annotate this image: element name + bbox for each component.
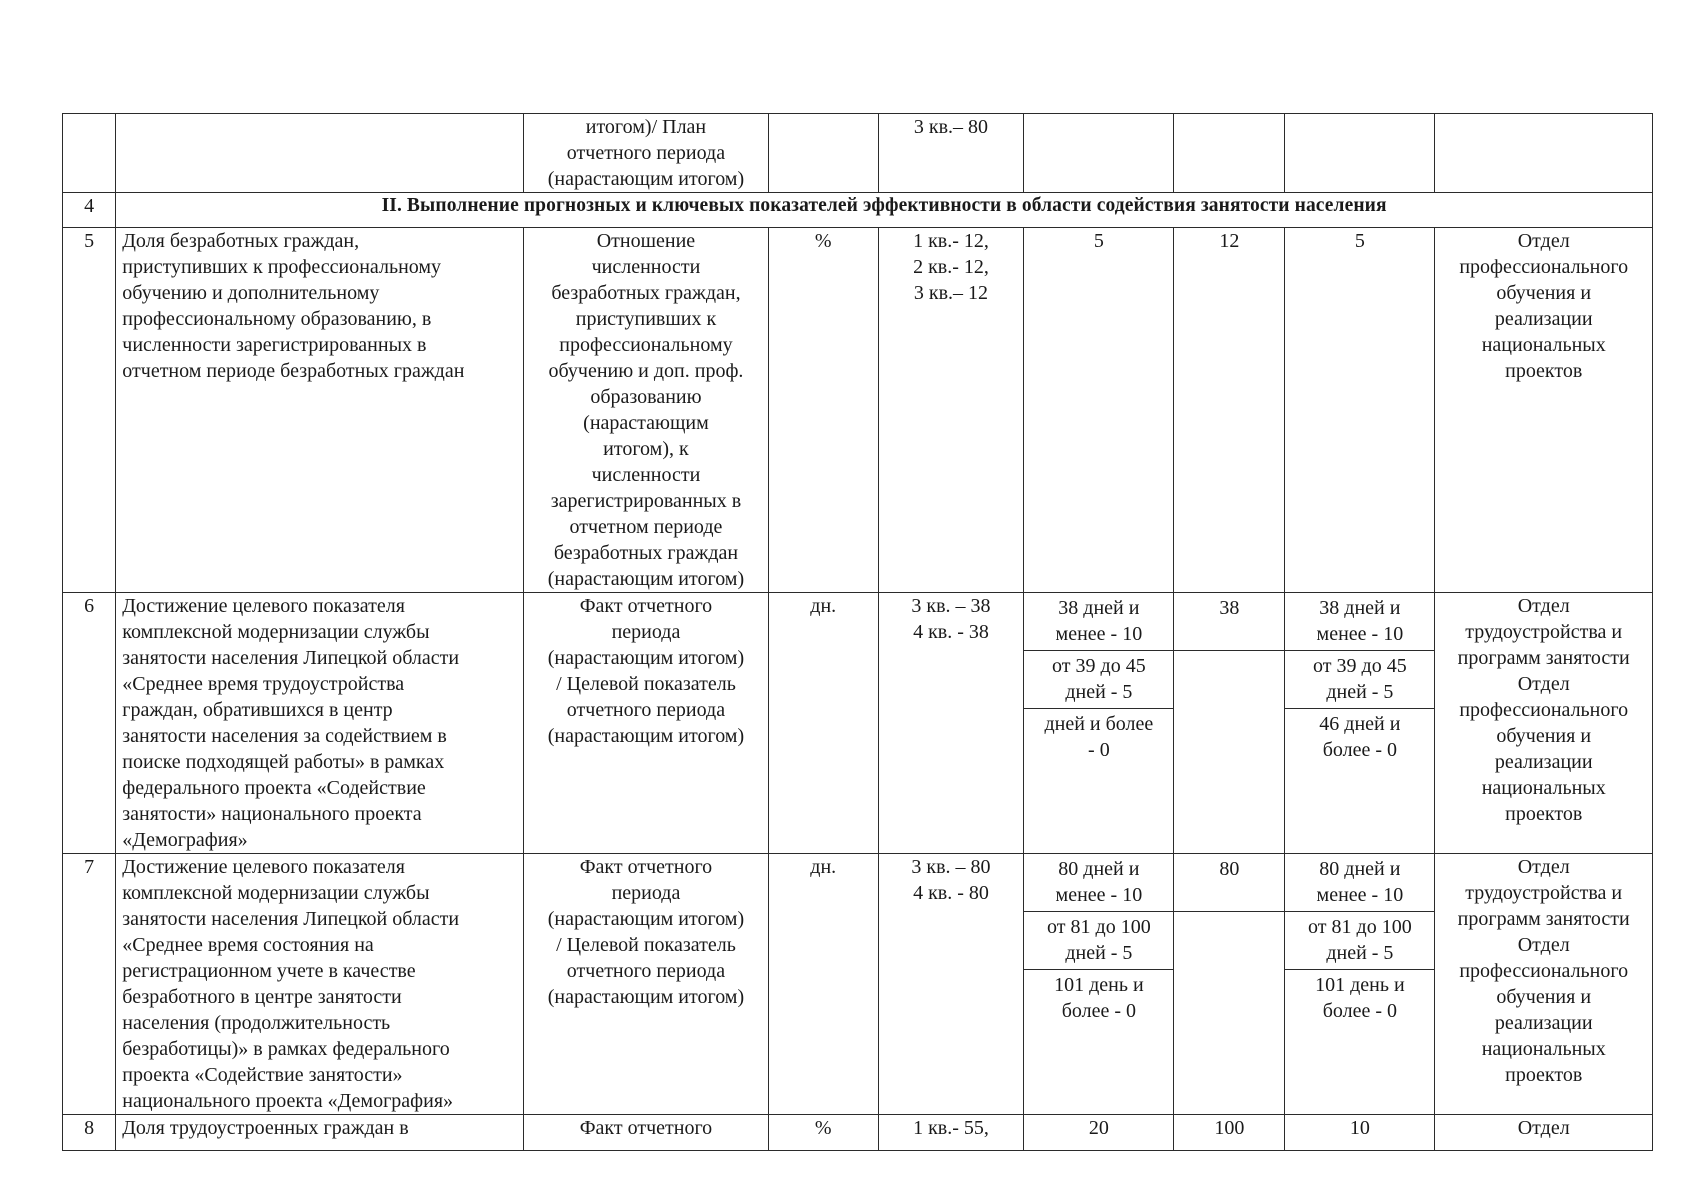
unit-cell xyxy=(768,114,878,193)
calculation-method: Факт отчетного xyxy=(524,1115,769,1151)
criteria-a: 20 xyxy=(1024,1115,1174,1151)
plan-values: 3 кв. – 38 4 кв. - 38 xyxy=(878,593,1024,854)
indicator-name: Доля трудоустроенных граждан в xyxy=(116,1115,524,1151)
weight-cell xyxy=(1174,114,1285,193)
weight-cell: 100 xyxy=(1174,1115,1285,1151)
row-number: 6 xyxy=(63,593,116,854)
indicators-table xyxy=(62,113,1653,1151)
responsible-unit: Отдел xyxy=(1435,1115,1653,1151)
criteria-b-level-1: 80 дней и менее - 10 xyxy=(1285,854,1434,912)
calculation-method: Факт отчетного периода (нарастающим итогом) / Целевой показатель отчетного периода (нарастающим итогом) xyxy=(524,854,769,1115)
unit-cell: % xyxy=(768,1115,878,1151)
row-number: 8 xyxy=(63,1115,116,1151)
criteria-a-level-3: дней и более - 0 xyxy=(1044,713,1154,761)
row-number xyxy=(63,114,116,193)
criteria-b xyxy=(1285,593,1435,854)
table-row-8 xyxy=(63,1115,1653,1151)
criteria-b xyxy=(1285,114,1435,193)
responsible-unit: Отдел трудоустройства и программ занятости Отдел профессионального обучения и реализации национальных проектов xyxy=(1435,854,1653,1115)
criteria-b xyxy=(1285,854,1435,1115)
criteria-a-level-1: 38 дней и менее - 10 xyxy=(1024,593,1173,651)
plan-values: 1 кв.- 55, xyxy=(878,1115,1024,1151)
row-number: 7 xyxy=(63,854,116,1115)
weight-cell xyxy=(1174,854,1285,1115)
plan-values: 3 кв. – 80 4 кв. - 80 xyxy=(878,854,1024,1115)
criteria-b: 10 xyxy=(1285,1115,1435,1151)
weight-cell: 12 xyxy=(1174,228,1285,593)
plan-values: 3 кв.– 80 xyxy=(878,114,1024,193)
weight-empty xyxy=(1174,912,1284,970)
responsible-unit: Отдел трудоустройства и программ занятости Отдел профессионального обучения и реализации национальных проектов xyxy=(1435,593,1653,854)
plan-values: 1 кв.- 12, 2 кв.- 12, 3 кв.– 12 xyxy=(878,228,1024,593)
criteria-b-level-3: 46 дней и более - 0 xyxy=(1319,713,1401,761)
criteria-a-level-1: 80 дней и менее - 10 xyxy=(1024,854,1173,912)
weight-cell xyxy=(1174,593,1285,854)
criteria-a-level-2: от 81 до 100 дней - 5 xyxy=(1024,912,1173,970)
weight-empty xyxy=(1174,651,1284,709)
unit-cell: % xyxy=(768,228,878,593)
section-heading: II. Выполнение прогнозных и ключевых показателей эффективности в области содействия занятости населения xyxy=(116,193,1653,228)
criteria-a xyxy=(1024,854,1174,1115)
calculation-method: Отношение численности безработных граждан, приступивших к профессиональному обучению и доп. проф. образованию (нарастающим итогом), к численности зарегистрированных в отчетном периоде безработных граждан (нарастающим итогом) xyxy=(524,228,769,593)
unit-cell: дн. xyxy=(768,593,878,854)
criteria-a: 5 xyxy=(1024,228,1174,593)
criteria-a xyxy=(1024,114,1174,193)
indicator-name xyxy=(116,114,524,193)
weight-value: 38 xyxy=(1174,593,1284,651)
row-number: 5 xyxy=(63,228,116,593)
criteria-b-level-3: 101 день и более - 0 xyxy=(1315,974,1405,1022)
indicator-name: Достижение целевого показателя комплексной модернизации службы занятости населения Липецкой области «Среднее время трудоустройства граждан, обратившихся в центр занятости населения за содействием в поиске подходящей работы» в рамках федерального проекта «Содействие занятости» национального проекта «Демография» xyxy=(116,593,524,854)
responsible-unit xyxy=(1435,114,1653,193)
calculation-method: Факт отчетного периода (нарастающим итогом) / Целевой показатель отчетного периода (нарастающим итогом) xyxy=(524,593,769,854)
unit-cell: дн. xyxy=(768,854,878,1115)
row-number: 4 xyxy=(63,193,116,228)
criteria-a-level-2: от 39 до 45 дней - 5 xyxy=(1024,651,1173,709)
criteria-a xyxy=(1024,593,1174,854)
table-row-7 xyxy=(63,854,1653,1115)
calculation-method: итогом)/ План отчетного периода (нарастающим итогом) xyxy=(524,114,769,193)
responsible-unit: Отдел профессионального обучения и реализации национальных проектов xyxy=(1435,228,1653,593)
table-row-5 xyxy=(63,228,1653,593)
criteria-b: 5 xyxy=(1285,228,1435,593)
criteria-a-level-3: 101 день и более - 0 xyxy=(1054,974,1144,1022)
criteria-b-level-2: от 39 до 45 дней - 5 xyxy=(1285,651,1434,709)
table-row-section xyxy=(63,193,1653,228)
criteria-b-level-1: 38 дней и менее - 10 xyxy=(1285,593,1434,651)
indicator-name: Достижение целевого показателя комплексной модернизации службы занятости населения Липецкой области «Среднее время состояния на регистрационном учете в качестве безработного в центре занятости населения (продолжительность безработицы)» в рамках федерального проекта «Содействие занятости» национального проекта «Демография» xyxy=(116,854,524,1115)
table-row-6 xyxy=(63,593,1653,854)
indicator-name: Доля безработных граждан, приступивших к профессиональному обучению и дополнительному профессиональному образованию, в численности зарегистрированных в отчетном периоде безработных граждан xyxy=(116,228,524,593)
weight-value: 80 xyxy=(1174,854,1284,912)
table-row-continuation xyxy=(63,114,1653,193)
criteria-b-level-2: от 81 до 100 дней - 5 xyxy=(1285,912,1434,970)
